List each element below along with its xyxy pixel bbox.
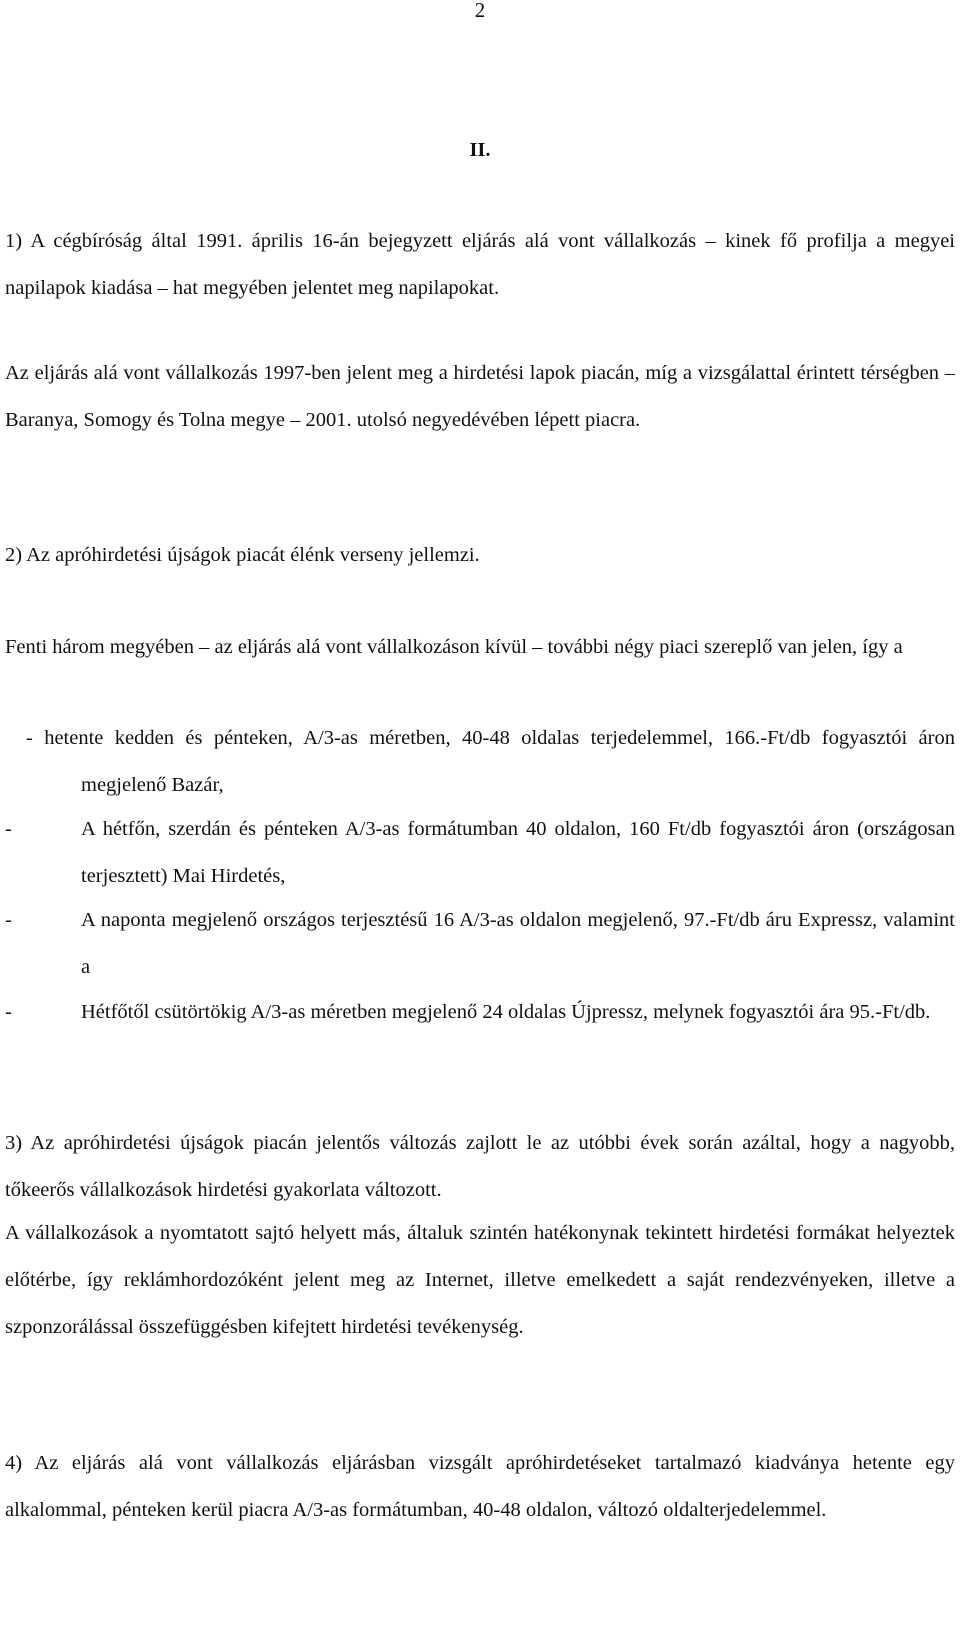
list-item-bazar xyxy=(5,715,955,809)
list-dash: - xyxy=(5,1001,12,1023)
list-item-text: - hetente kedden és pénteken, A/3-as méretben, 40-48 oldalas terjedelemmel, 166.-Ft/db fogyasztói áron megjelenő Bazár, xyxy=(26,727,955,796)
paragraph-4: Fenti három megyében – az eljárás alá vont vállalkozáson kívül – további négy piaci szereplő van jelen, így a xyxy=(5,636,903,658)
list-dash: - xyxy=(5,909,12,931)
list-item-text: Hétfőtől csütörtökig A/3-as méretben megjelenő 24 oldalas Újpressz, melynek fogyasztói ára 95.-Ft/db. xyxy=(81,1001,931,1023)
section-heading: II. xyxy=(469,139,491,161)
list-item-text: A hétfőn, szerdán és pénteken A/3-as formátumban 40 oldalon, 160 Ft/db fogyasztói áron (országosan terjesztett) Mai Hirdetés, xyxy=(81,818,955,887)
list-item-mai-hirdetes xyxy=(5,806,955,900)
list-item-text: A naponta megjelenő országos terjesztésű 16 A/3-as oldalon megjelenő, 97.-Ft/db áru Expressz, valamint a xyxy=(81,909,955,978)
paragraph-3: 2) Az apróhirdetési újságok piacát élénk verseny jellemzi. xyxy=(5,544,480,566)
paragraph-7: 4) Az eljárás alá vont vállalkozás eljárásban vizsgált apróhirdetéseket tartalmazó kiadványa hetente egy alkalommal, pénteken kerül piacra A/3-as formátumban, 40-48 oldalon, változó oldalterjedelemmel. xyxy=(5,1452,955,1521)
list-item-expressz xyxy=(5,897,955,991)
paragraph-6: A vállalkozások a nyomtatott sajtó helyett más, általuk szintén hatékonynak tekintett hirdetési formákat helyeztek előtérbe, így reklámhordozóként jelent meg az Internet, illetve emelkedett a saját rendezvényeken, illetve a szponzorálással összefüggésben kifejtett hirdetési tevékenység. xyxy=(5,1222,955,1338)
paragraph-2: Az eljárás alá vont vállalkozás 1997-ben jelent meg a hirdetési lapok piacán, míg a vizsgálattal érintett térségben – Baranya, Somogy és Tolna megye – 2001. utolsó negyedévében lépett piacra. xyxy=(5,362,955,431)
paragraph-1: 1) A cégbíróság által 1991. április 16-án bejegyzett eljárás alá vont vállalkozás – kinek fő profilja a megyei napilapok kiadása – hat megyében jelentet meg napilapokat. xyxy=(5,230,955,299)
page-number: 2 xyxy=(474,0,486,22)
list-dash: - xyxy=(5,818,12,840)
list-item-ujpressz xyxy=(5,989,955,1036)
paragraph-5: 3) Az apróhirdetési újságok piacán jelentős változás zajlott le az utóbbi évek során azáltal, hogy a nagyobb, tőkeerős vállalkozások hirdetési gyakorlata változott. xyxy=(5,1132,955,1201)
